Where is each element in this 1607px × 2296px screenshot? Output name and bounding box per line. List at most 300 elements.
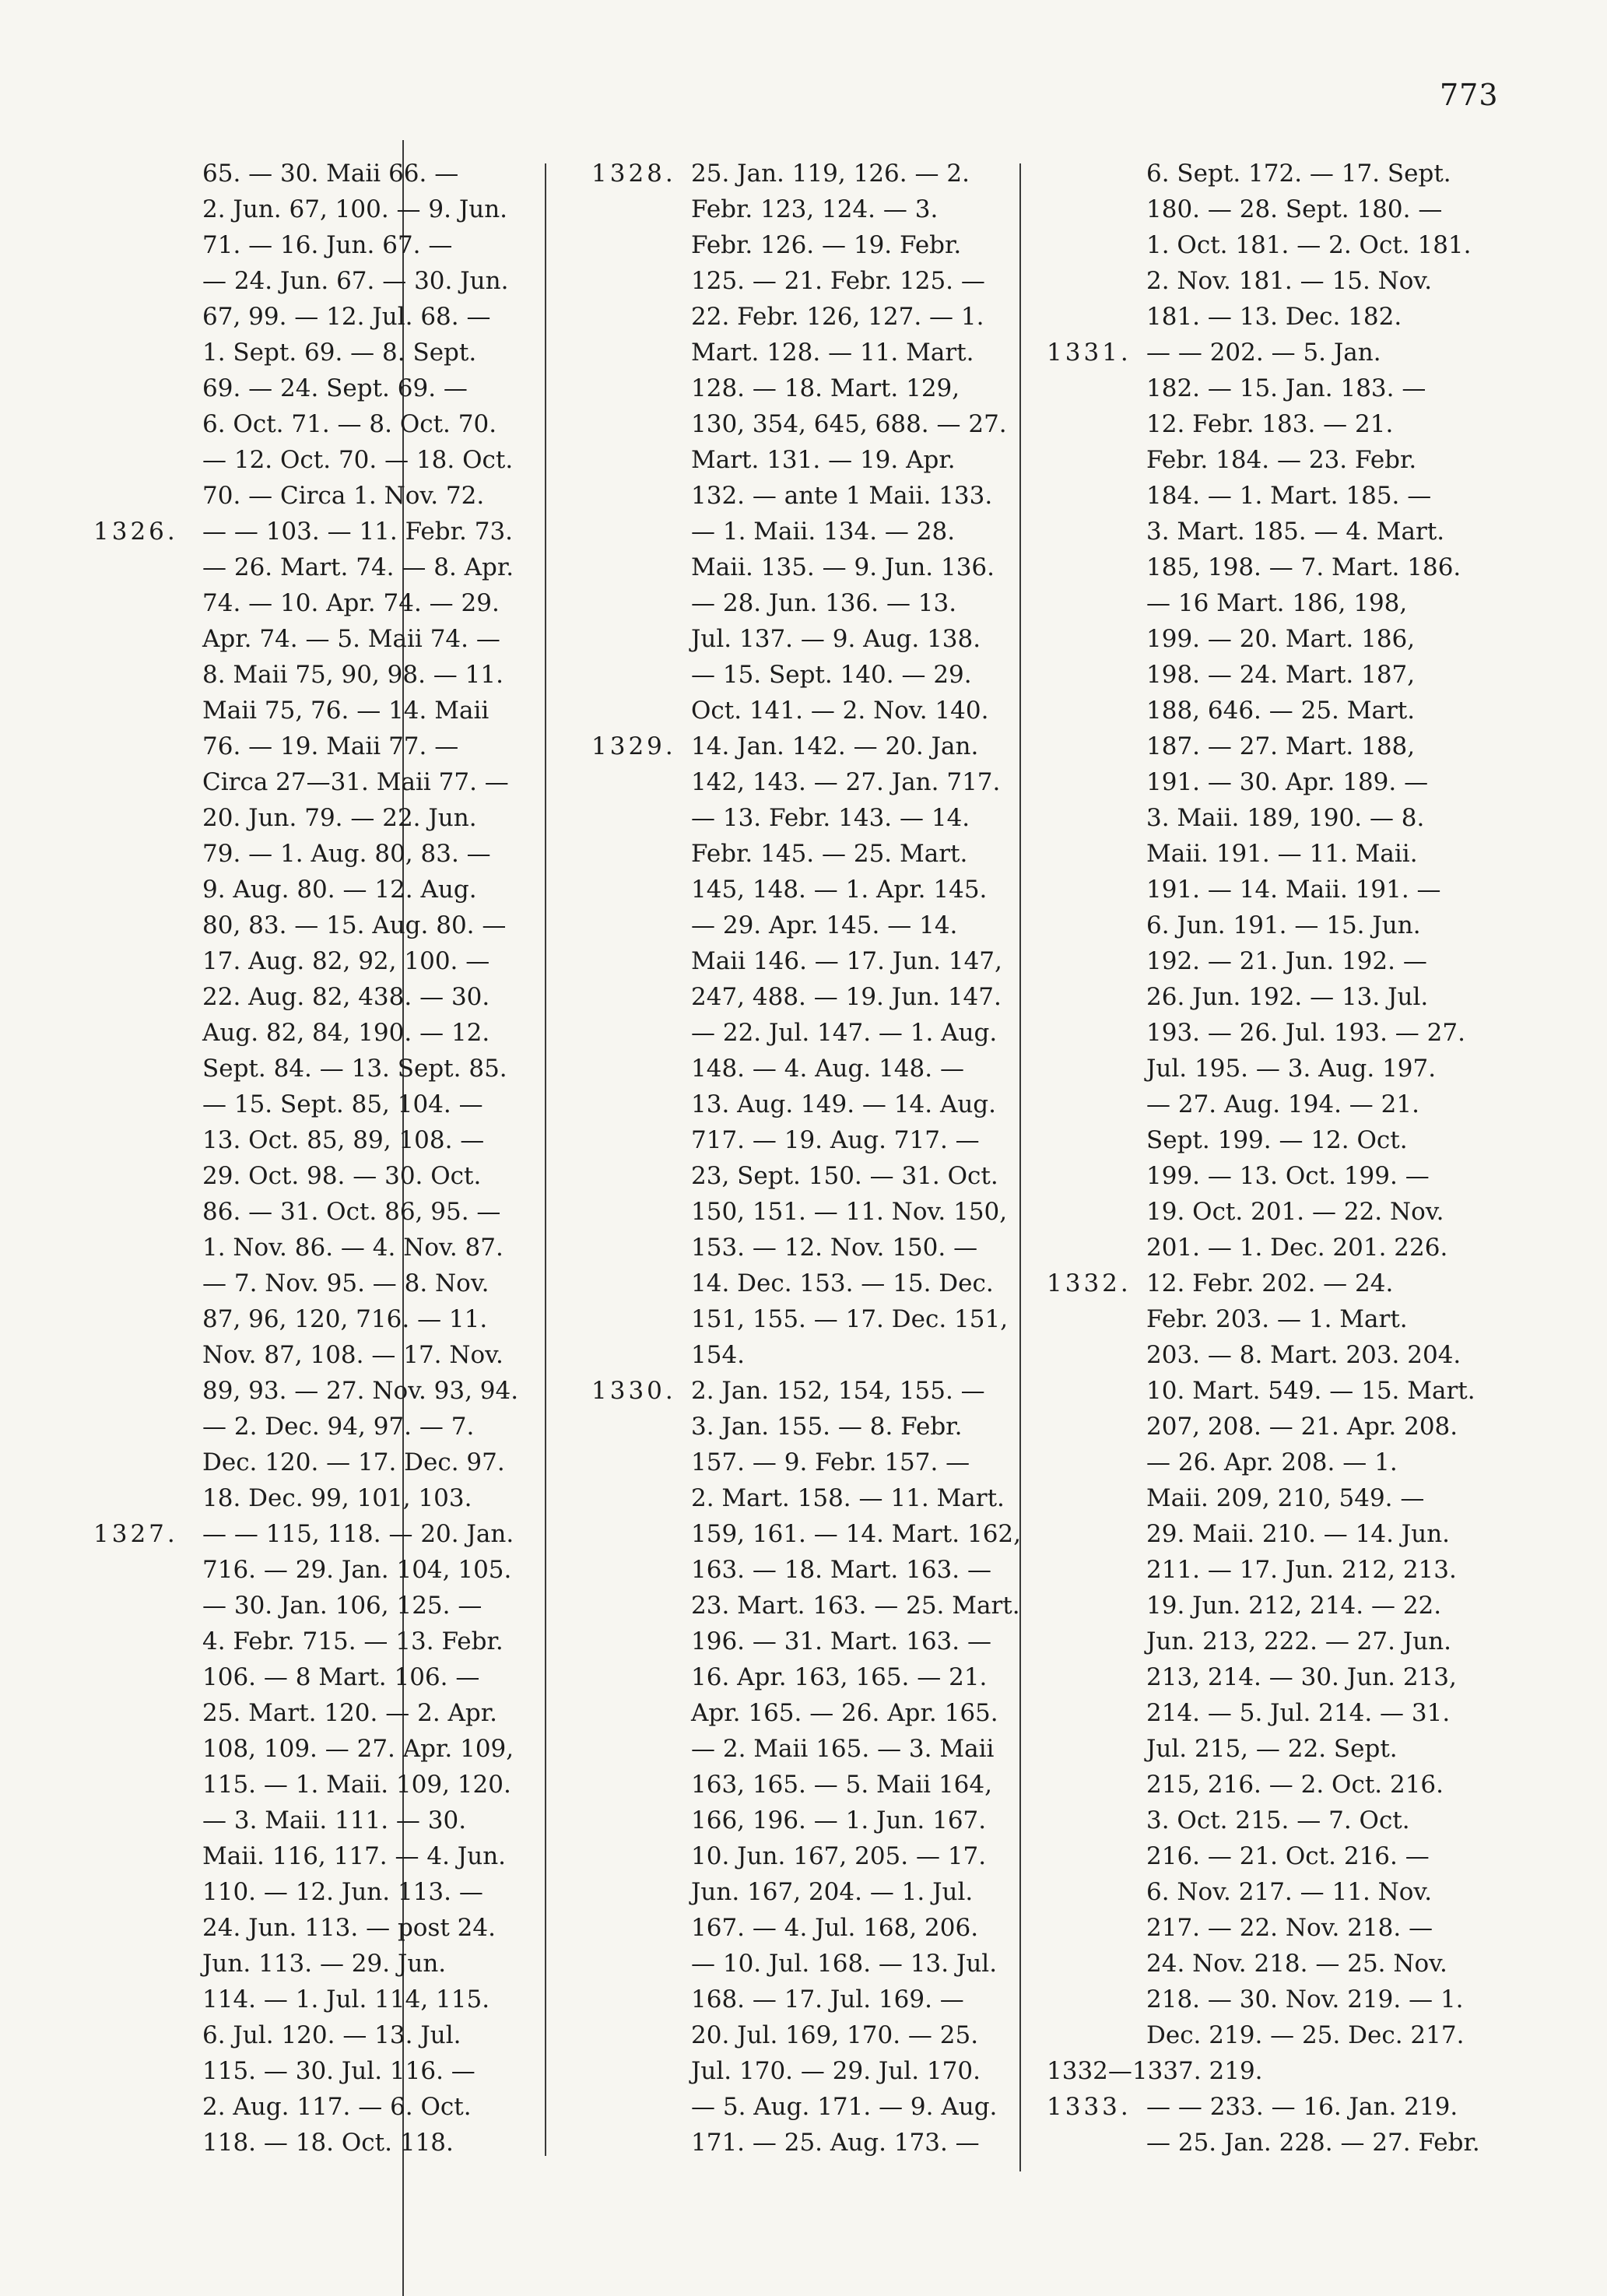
index-line [591,1051,1027,1087]
index-line [591,1230,1027,1266]
entry-text: Maii. 191. — 11. Maii. [1146,840,1418,868]
entry-text: Nov. 87, 108. — 17. Nov. [202,1341,504,1369]
entry-text: 145, 148. — 1. Apr. 145. [691,876,988,904]
index-line [1047,836,1529,872]
entry-text: 215, 216. — 2. Oct. 216. [1146,1771,1444,1799]
index-line [1047,1301,1529,1337]
index-line [1047,549,1529,585]
index-line [591,1624,1027,1659]
entry-text: Jun. 167, 204. — 1. Jul. [691,1878,974,1906]
index-line [591,872,1027,908]
entry-text: — 12. Oct. 70. — 18. Oct. [202,446,514,474]
index-line [591,1409,1027,1445]
entry-text: 76. — 19. Maii 77. — [202,732,459,760]
entry-text: 67, 99. — 12. Jul. 68. — [202,303,491,331]
index-line [1047,1588,1529,1624]
index-line [93,299,545,335]
index-line [1047,514,1529,549]
entry-text: — — 115, 118. — 20. Jan. [202,1520,514,1548]
entry-text: 182. — 15. Jan. 183. — [1146,374,1426,402]
entry-text: 20. Jul. 169, 170. — 25. [691,2021,979,2049]
index-line [1047,1803,1529,1838]
index-line [93,156,545,191]
entry-text: — 7. Nov. 95. — 8. Nov. [202,1269,489,1297]
entry-text: Maii. 209, 210, 549. — [1146,1484,1425,1512]
entry-text: 110. — 12. Jun. 113. — [202,1878,483,1906]
entry-text: 171. — 25. Aug. 173. — [691,2129,980,2157]
index-line [591,191,1027,227]
index-line [1047,1194,1529,1230]
index-line [591,156,1027,191]
entry-text: 181. — 13. Dec. 182. [1146,303,1402,331]
index-line [93,764,545,800]
entry-text: 211. — 17. Jun. 212, 213. [1146,1556,1457,1584]
entry-text: 157. — 9. Febr. 157. — [691,1448,970,1476]
index-line [93,1803,545,1838]
index-line [1047,335,1529,370]
index-line [1047,800,1529,836]
year-label: 1328. [591,160,676,188]
entry-text: — 3. Maii. 111. — 30. [202,1806,467,1834]
entry-text: — — 103. — 11. Febr. 73. [202,518,514,546]
entry-text: 2. Nov. 181. — 15. Nov. [1146,267,1433,295]
index-line [93,2125,545,2161]
entry-text: 69. — 24. Sept. 69. — [202,374,468,402]
index-line [93,1194,545,1230]
entry-text: 159, 161. — 14. Mart. 162, [691,1520,1021,1548]
entry-text: 10. Mart. 549. — 15. Mart. [1146,1377,1475,1405]
entry-text: 203. — 8. Mart. 203. 204. [1146,1341,1461,1369]
entry-text: — 1. Maii. 134. — 28. [691,518,956,546]
index-line [1047,1266,1529,1301]
year-label: 1332. [1047,1269,1132,1297]
index-line [93,1552,545,1588]
index-line [93,191,545,227]
entry-text: 23. Mart. 163. — 25. Mart. [691,1592,1020,1620]
entry-text: 12. Febr. 202. — 24. [1146,1269,1394,1297]
index-line [591,335,1027,370]
entry-text: Oct. 141. — 2. Nov. 140. [691,697,989,725]
index-line [1047,1910,1529,1946]
index-line [591,263,1027,299]
entry-text: 29. Maii. 210. — 14. Jun. [1146,1520,1451,1548]
entry-text: Maii. 116, 117. — 4. Jun. [202,1842,507,1870]
entry-text: 9. Aug. 80. — 12. Aug. [202,876,477,904]
entry-text: 198. — 24. Mart. 187, [1146,661,1416,689]
index-line [93,1767,545,1803]
entry-text: Dec. 219. — 25. Dec. 217. [1146,2021,1465,2049]
page-number: 773 [1440,78,1499,112]
entry-text: Sept. 84. — 13. Sept. 85. [202,1055,507,1083]
index-line [591,943,1027,979]
entry-text: 13. Aug. 149. — 14. Aug. [691,1090,996,1118]
entry-text: Mart. 131. — 19. Apr. [691,446,956,474]
index-line [1047,1516,1529,1552]
entry-text: 26. Jun. 192. — 13. Jul. [1146,983,1429,1011]
index-line [591,1373,1027,1409]
entry-text: 14. Dec. 153. — 15. Dec. [691,1269,994,1297]
index-line [591,1910,1027,1946]
entry-text: Febr. 123, 124. — 3. [691,195,939,223]
index-line [1047,764,1529,800]
entry-text: — 27. Aug. 194. — 21. [1146,1090,1419,1118]
index-line [591,1767,1027,1803]
index-line [93,2053,545,2089]
year-label: 1327. [93,1520,178,1548]
entry-text: 1332—1337. 219. [1047,2057,1263,2085]
index-line [1047,1659,1529,1695]
entry-text: 12. Febr. 183. — 21. [1146,410,1394,438]
index-line [591,1480,1027,1516]
index-line [591,299,1027,335]
entry-text: 25. Jan. 119, 126. — 2. [691,160,970,188]
entry-text: — 10. Jul. 168. — 13. Jul. [691,1950,998,1978]
index-line [93,800,545,836]
entry-text: 106. — 8 Mart. 106. — [202,1663,480,1691]
index-line [591,514,1027,549]
index-line [1047,478,1529,514]
entry-text: 130, 354, 645, 688. — 27. [691,410,1007,438]
entry-text: Jul. 195. — 3. Aug. 197. [1146,1055,1437,1083]
index-line [1047,1982,1529,2017]
entry-text: 6. Sept. 172. — 17. Sept. [1146,160,1451,188]
entry-text: Febr. 126. — 19. Febr. [691,231,962,259]
entry-text: — 15. Sept. 85, 104. — [202,1090,483,1118]
entry-text: — 26. Mart. 74. — 8. Apr. [202,553,514,581]
index-line [591,1552,1027,1588]
entry-text: 1. Oct. 181. — 2. Oct. 181. [1146,231,1472,259]
entry-text: — 29. Apr. 145. — 14. [691,911,958,939]
entry-text: Jun. 113. — 29. Jun. [202,1950,447,1978]
entry-text: 132. — ante 1 Maii. 133. [691,482,993,510]
index-line [93,370,545,406]
index-line [93,1695,545,1731]
entry-text: 154. [691,1341,746,1369]
entry-text: 80, 83. — 15. Aug. 80. — [202,911,507,939]
entry-text: 187. — 27. Mart. 188, [1146,732,1416,760]
entry-text: 23, Sept. 150. — 31. Oct. [691,1162,998,1190]
index-line [93,406,545,442]
index-line [591,1588,1027,1624]
index-line [591,657,1027,693]
entry-text: 118. — 18. Oct. 118. [202,2129,454,2157]
entry-text: 188, 646. — 25. Mart. [1146,697,1416,725]
index-line [591,1659,1027,1695]
index-line [1047,908,1529,943]
index-line [591,1015,1027,1051]
entry-text: — 22. Jul. 147. — 1. Aug. [691,1019,998,1047]
entry-text: 125. — 21. Febr. 125. — [691,267,985,295]
entry-text: 87, 96, 120, 716. — 11. [202,1305,488,1333]
entry-text: 22. Aug. 82, 438. — 30. [202,983,490,1011]
index-line [1047,1695,1529,1731]
index-line [93,1624,545,1659]
index-line [93,263,545,299]
index-line [93,478,545,514]
entry-text: 6. Nov. 217. — 11. Nov. [1146,1878,1433,1906]
entry-text: Dec. 120. — 17. Dec. 97. [202,1448,505,1476]
entry-text: 13. Oct. 85, 89, 108. — [202,1126,485,1154]
index-line [93,1122,545,1158]
index-line [93,836,545,872]
index-line [93,979,545,1015]
index-line [1047,728,1529,764]
index-line [93,943,545,979]
entry-text: 86. — 31. Oct. 86, 95. — [202,1198,501,1226]
index-line [93,1516,545,1552]
index-line [1047,406,1529,442]
index-line [1047,1552,1529,1588]
entry-text: Jun. 213, 222. — 27. Jun. [1146,1627,1452,1655]
entry-text: 2. Jan. 152, 154, 155. — [691,1377,985,1405]
entry-text: 193. — 26. Jul. 193. — 27. [1146,1019,1465,1047]
index-line [93,2017,545,2053]
index-line [591,2125,1027,2161]
index-column-2 [591,156,1027,2161]
index-line [591,1301,1027,1337]
entry-text: 6. Jul. 120. — 13. Jul. [202,2021,461,2049]
entry-text: 25. Mart. 120. — 2. Apr. [202,1699,498,1727]
entry-text: 24. Jun. 113. — post 24. [202,1914,496,1942]
entry-text: 18. Dec. 99, 101, 103. [202,1484,472,1512]
index-line [1047,299,1529,335]
index-line [591,478,1027,514]
index-column-3 [1047,156,1529,2161]
entry-text: Jul. 215, — 22. Sept. [1146,1735,1398,1763]
entry-text: — 28. Jun. 136. — 13. [691,589,957,617]
index-line [1047,1122,1529,1158]
entry-text: Febr. 145. — 25. Mart. [691,840,968,868]
entry-text: 163, 165. — 5. Maii 164, [691,1771,992,1799]
entry-text: 166, 196. — 1. Jun. 167. [691,1806,987,1834]
index-line [93,1838,545,1874]
entry-text: Aug. 82, 84, 190. — 12. [202,1019,490,1047]
index-line [93,442,545,478]
index-line [591,1516,1027,1552]
index-line [591,1695,1027,1731]
index-line [93,335,545,370]
entry-text: — 15. Sept. 140. — 29. [691,661,972,689]
index-line [93,908,545,943]
entry-text: Circa 27—31. Maii 77. — [202,768,509,796]
entry-text: Jul. 170. — 29. Jul. 170. [691,2057,981,2085]
index-line [93,1659,545,1695]
index-line [93,1588,545,1624]
entry-text: Sept. 199. — 12. Oct. [1146,1126,1408,1154]
index-line [93,1373,545,1409]
entry-text: 29. Oct. 98. — 30. Oct. [202,1162,482,1190]
index-line [1047,2089,1529,2125]
entry-text: 70. — Circa 1. Nov. 72. [202,482,485,510]
index-line [591,1266,1027,1301]
index-line [591,764,1027,800]
index-line [591,1158,1027,1194]
entry-text: Maii 146. — 17. Jun. 147, [691,947,1002,975]
index-line [93,1910,545,1946]
entry-text: 115. — 30. Jul. 116. — [202,2057,475,2085]
entry-text: — 30. Jan. 106, 125. — [202,1592,482,1620]
index-line [591,1087,1027,1122]
index-line [1047,2017,1529,2053]
entry-text: 151, 155. — 17. Dec. 151, [691,1305,1009,1333]
index-line [591,908,1027,943]
entry-text: 218. — 30. Nov. 219. — 1. [1146,1985,1464,2013]
entry-text: 196. — 31. Mart. 163. — [691,1627,991,1655]
entry-text: 20. Jun. 79. — 22. Jun. [202,804,477,832]
entry-text: 717. — 19. Aug. 717. — [691,1126,980,1154]
index-line [93,872,545,908]
entry-text: Jul. 137. — 9. Aug. 138. [691,625,981,653]
index-line [93,227,545,263]
year-label: 1333. [1047,2093,1132,2121]
entry-text: 24. Nov. 218. — 25. Nov. [1146,1950,1447,1978]
index-line [93,1301,545,1337]
index-line [1047,156,1529,191]
index-line [93,728,545,764]
index-line [591,621,1027,657]
index-line [591,1838,1027,1874]
entry-text: 14. Jan. 142. — 20. Jan. [691,732,979,760]
index-line [1047,2053,1529,2089]
index-line [93,514,545,549]
index-line [1047,693,1529,728]
entry-text: 19. Oct. 201. — 22. Nov. [1146,1198,1444,1226]
index-line [93,1015,545,1051]
entry-text: 148. — 4. Aug. 148. — [691,1055,964,1083]
entry-text: 2. Aug. 117. — 6. Oct. [202,2093,472,2121]
index-line [1047,1731,1529,1767]
index-line [591,2017,1027,2053]
entry-text: — 24. Jun. 67. — 30. Jun. [202,267,509,295]
entry-text: Mart. 128. — 11. Mart. [691,339,974,367]
entry-text: 142, 143. — 27. Jan. 717. [691,768,1001,796]
index-line [591,1803,1027,1838]
index-line [93,549,545,585]
entry-text: 716. — 29. Jan. 104, 105. [202,1556,512,1584]
entry-text: — 2. Dec. 94, 97. — 7. [202,1413,475,1441]
index-line [1047,227,1529,263]
entry-text: 153. — 12. Nov. 150. — [691,1234,978,1262]
entry-text: 213, 214. — 30. Jun. 213, [1146,1663,1457,1691]
index-line [93,693,545,728]
index-line [93,1158,545,1194]
index-line [93,1337,545,1373]
entry-text: — 13. Febr. 143. — 14. [691,804,970,832]
index-line [93,657,545,693]
index-line [1047,1445,1529,1480]
index-line [591,1874,1027,1910]
entry-text: 3. Oct. 215. — 7. Oct. [1146,1806,1410,1834]
entry-text: — — 202. — 5. Jan. [1146,339,1381,367]
entry-text: 3. Maii. 189, 190. — 8. [1146,804,1425,832]
index-line [1047,370,1529,406]
index-line [1047,2125,1529,2161]
index-line [1047,1409,1529,1445]
entry-text: 201. — 1. Dec. 201. 226. [1146,1234,1448,1262]
index-line [93,2089,545,2125]
entry-text: Maii. 135. — 9. Jun. 136. [691,553,995,581]
index-line [591,1731,1027,1767]
entry-text: 114. — 1. Jul. 114, 115. [202,1985,490,2013]
entry-text: 199. — 13. Oct. 199. — [1146,1162,1430,1190]
index-line [591,370,1027,406]
entry-text: Febr. 203. — 1. Mart. [1146,1305,1408,1333]
year-label: 1331. [1047,339,1132,367]
entry-text: 207, 208. — 21. Apr. 208. [1146,1413,1458,1441]
index-line [93,1266,545,1301]
entry-text: 150, 151. — 11. Nov. 150, [691,1198,1008,1226]
index-line [1047,1838,1529,1874]
index-line [1047,872,1529,908]
entry-text: 1. Sept. 69. — 8. Sept. [202,339,477,367]
index-line [591,1194,1027,1230]
index-line [93,621,545,657]
entry-text: 167. — 4. Jul. 168, 206. [691,1914,979,1942]
index-line [93,1982,545,2017]
index-line [1047,1946,1529,1982]
index-line [591,979,1027,1015]
index-line [591,585,1027,621]
index-line [1047,1480,1529,1516]
entry-text: Maii 75, 76. — 14. Maii [202,697,489,725]
entry-text: 184. — 1. Mart. 185. — [1146,482,1432,510]
index-line [1047,1874,1529,1910]
entry-text: — 26. Apr. 208. — 1. [1146,1448,1398,1476]
year-label: 1330. [591,1377,676,1405]
index-line [591,442,1027,478]
index-line [591,1982,1027,2017]
index-line [591,1946,1027,1982]
index-line [93,1409,545,1445]
entry-text: 3. Mart. 185. — 4. Mart. [1146,518,1445,546]
index-line [1047,657,1529,693]
entry-text: Febr. 184. — 23. Febr. [1146,446,1417,474]
index-line [591,836,1027,872]
entry-text: 89, 93. — 27. Nov. 93, 94. [202,1377,519,1405]
index-line [1047,263,1529,299]
index-line [591,1445,1027,1480]
index-line [591,693,1027,728]
index-line [591,728,1027,764]
index-line [1047,1051,1529,1087]
entry-text: 8. Maii 75, 90, 98. — 11. [202,661,504,689]
year-label: 1329. [591,732,676,760]
index-line [93,1731,545,1767]
entry-text: 128. — 18. Mart. 129, [691,374,960,402]
entry-text: 2. Mart. 158. — 11. Mart. [691,1484,1005,1512]
index-line [1047,1230,1529,1266]
entry-text: 115. — 1. Maii. 109, 120. [202,1771,511,1799]
entry-text: 10. Jun. 167, 205. — 17. [691,1842,987,1870]
entry-text: 65. — 30. Maii 66. — [202,160,459,188]
index-line [591,1337,1027,1373]
index-line [591,2089,1027,2125]
index-line [93,1480,545,1516]
index-line [93,1946,545,1982]
index-line [591,406,1027,442]
entry-text: 108, 109. — 27. Apr. 109, [202,1735,514,1763]
entry-text: 247, 488. — 19. Jun. 147. [691,983,1002,1011]
index-line [591,2053,1027,2089]
entry-text: 185, 198. — 7. Mart. 186. [1146,553,1461,581]
entry-text: 1. Nov. 86. — 4. Nov. 87. [202,1234,504,1262]
index-line [591,227,1027,263]
entry-text: — 5. Aug. 171. — 9. Aug. [691,2093,998,2121]
index-column-1 [93,156,545,2161]
index-line [1047,1087,1529,1122]
entry-text: 214. — 5. Jul. 214. — 31. [1146,1699,1451,1727]
index-line [1047,1624,1529,1659]
